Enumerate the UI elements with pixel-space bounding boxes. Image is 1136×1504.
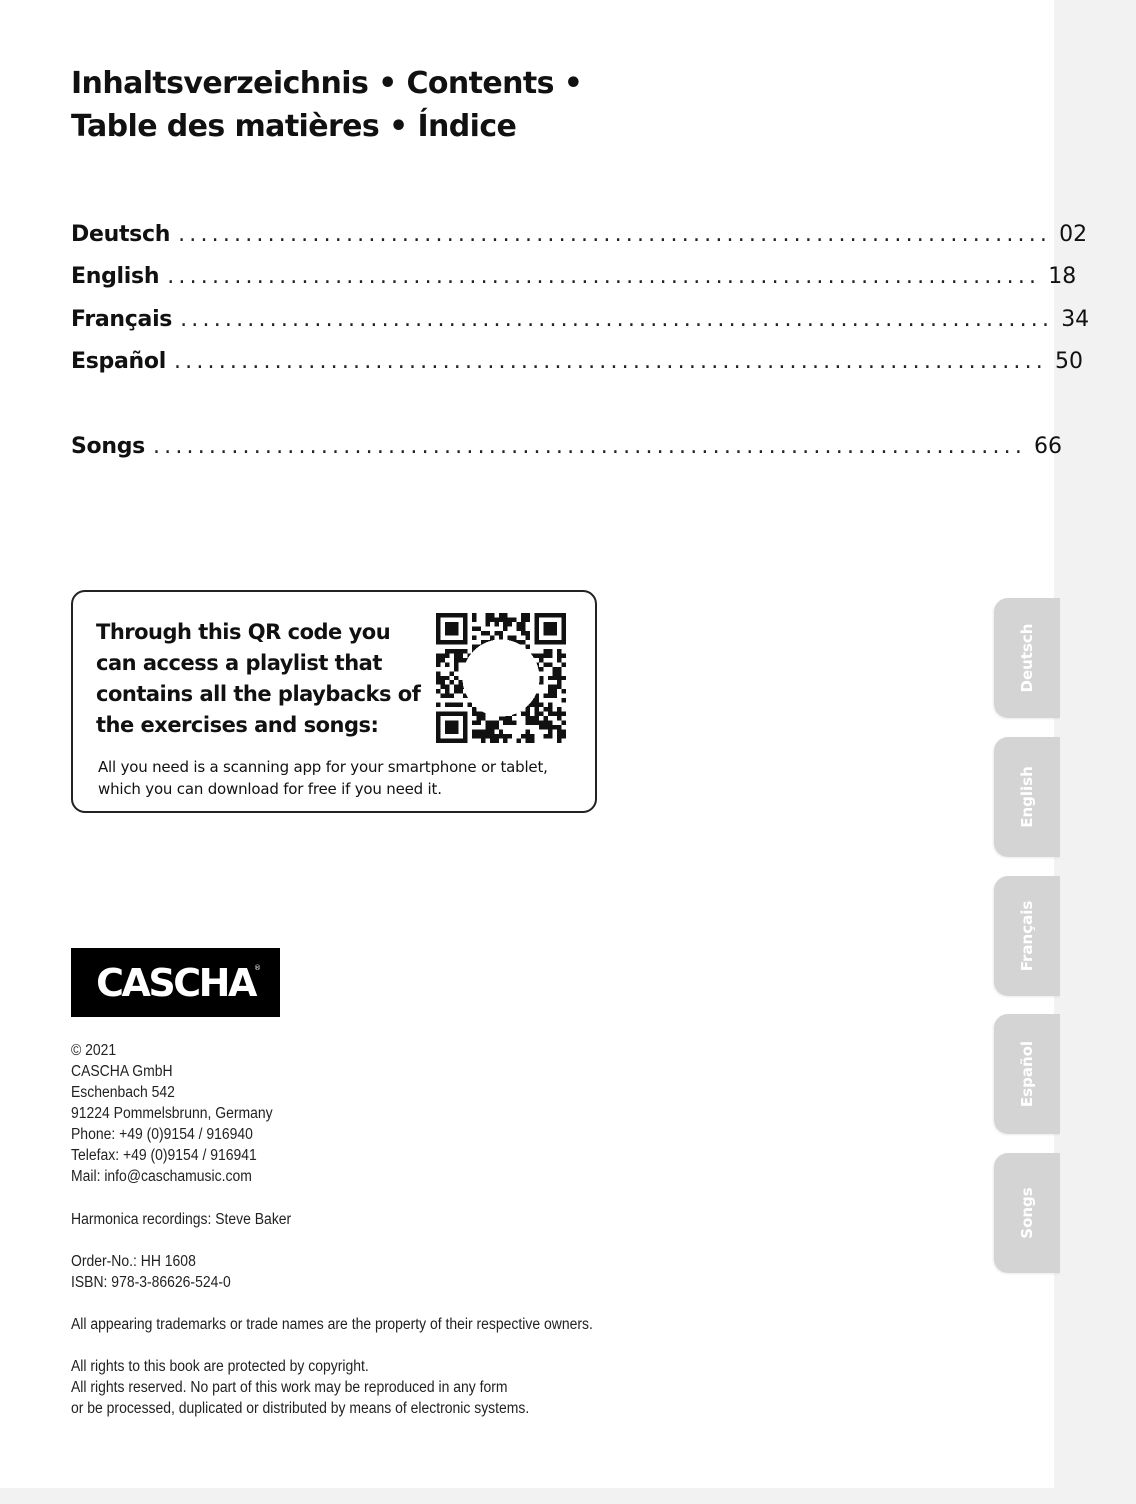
toc-entry-songs[interactable] xyxy=(71,434,1063,464)
logo-wordmark: CASCHA xyxy=(96,960,255,1005)
qr-note xyxy=(98,756,548,800)
imprint-order xyxy=(71,1251,231,1293)
toc-leader-dots: .............................................................................. xyxy=(152,434,1027,459)
imprint-address xyxy=(71,1040,273,1187)
toc-entry-francais[interactable] xyxy=(71,307,1090,337)
toc-label: Deutsch xyxy=(71,222,171,247)
imprint-line: All appearing trademarks or trade names are the property of their respective owners. xyxy=(71,1316,593,1333)
qr-heading-line: can access a playlist that xyxy=(96,651,382,675)
toc-label: English xyxy=(71,264,160,289)
toc-page-number: 18 xyxy=(1048,264,1077,289)
qr-note-line: All you need is a scanning app for your smartphone or tablet, xyxy=(98,758,548,776)
qr-heading-line: Through this QR code you xyxy=(96,620,391,644)
title-line-2: Table des matières • Índice xyxy=(71,109,517,144)
toc-leader-dots: .............................................................................. xyxy=(173,349,1048,374)
qr-heading-line: contains all the playbacks of xyxy=(96,682,421,706)
toc-label: Français xyxy=(71,307,173,332)
toc-page-number: 02 xyxy=(1059,222,1088,247)
side-tab-deutsch[interactable] xyxy=(994,598,1060,718)
toc-leader-dots: .............................................................................. xyxy=(178,222,1052,247)
toc-page-number: 34 xyxy=(1061,307,1090,332)
registered-mark: ® xyxy=(254,964,261,972)
toc-label: Español xyxy=(71,349,166,374)
imprint-line: Phone: +49 (0)9154 / 916940 xyxy=(71,1126,253,1143)
imprint-email[interactable]: Mail: info@caschamusic.com xyxy=(71,1168,252,1185)
toc-page-number: 66 xyxy=(1034,434,1063,459)
imprint-line: Harmonica recordings: Steve Baker xyxy=(71,1211,292,1228)
qr-heading xyxy=(96,617,420,741)
imprint-line: Telefax: +49 (0)9154 / 916941 xyxy=(71,1147,257,1164)
imprint-recordings xyxy=(71,1209,291,1230)
imprint-line: Order-No.: HH 1608 xyxy=(71,1253,196,1270)
imprint-line: 91224 Pommelsbrunn, Germany xyxy=(71,1105,273,1122)
page-title xyxy=(71,62,582,148)
side-tab-songs[interactable] xyxy=(994,1153,1060,1273)
side-tab-label: English xyxy=(1018,766,1036,828)
imprint-trademarks xyxy=(71,1314,593,1335)
qr-note-line: which you can download for free if you need it. xyxy=(98,780,442,798)
imprint-line: Eschenbach 542 xyxy=(71,1084,175,1101)
side-tab-espanol[interactable] xyxy=(994,1014,1060,1134)
toc-label: Songs xyxy=(71,434,145,459)
toc-leader-dots: .............................................................................. xyxy=(167,264,1041,289)
imprint-line: CASCHA GmbH xyxy=(71,1063,173,1080)
toc-entry-english[interactable] xyxy=(71,264,1077,294)
toc-entry-deutsch[interactable] xyxy=(71,222,1088,252)
qr-code-icon[interactable] xyxy=(436,613,566,743)
imprint-line: ISBN: 978-3-86626-524-0 xyxy=(71,1274,231,1291)
side-tab-english[interactable] xyxy=(994,737,1060,857)
title-line-1: Inhaltsverzeichnis • Contents • xyxy=(71,66,583,101)
side-tab-label: Español xyxy=(1018,1040,1036,1108)
side-tab-label: Français xyxy=(1018,900,1036,972)
imprint-line: All rights to this book are protected by copyright. xyxy=(71,1358,369,1375)
toc-page-number: 50 xyxy=(1055,349,1084,374)
imprint-rights xyxy=(71,1356,529,1419)
toc-leader-dots: .............................................................................. xyxy=(180,307,1054,332)
imprint-line: © 2021 xyxy=(71,1042,117,1059)
side-tab-label: Songs xyxy=(1018,1187,1036,1239)
qr-heading-line: the exercises and songs: xyxy=(96,713,379,737)
side-tab-francais[interactable] xyxy=(994,876,1060,996)
imprint-line: or be processed, duplicated or distributed by means of electronic systems. xyxy=(71,1400,530,1417)
cascha-logo xyxy=(71,948,280,1017)
side-tab-label: Deutsch xyxy=(1018,623,1036,693)
toc-entry-espanol[interactable] xyxy=(71,349,1084,379)
qr-info-box xyxy=(71,590,597,813)
imprint-line: All rights reserved. No part of this work may be reproduced in any form xyxy=(71,1379,508,1396)
